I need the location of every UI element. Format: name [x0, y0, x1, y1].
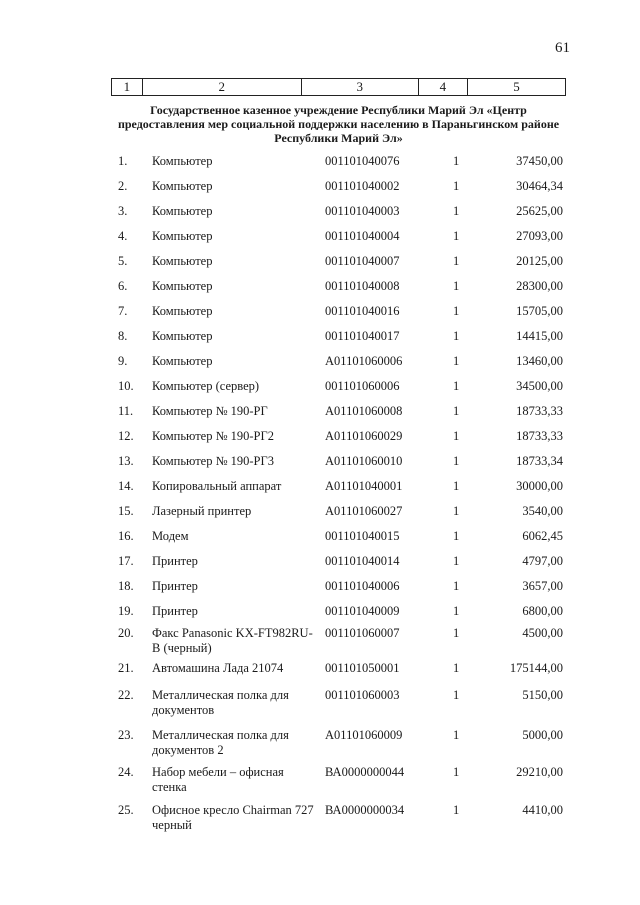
- row-name: Копировальный аппарат: [152, 479, 282, 493]
- row-code: 001101060003: [325, 688, 400, 702]
- row-qty: 1: [453, 304, 460, 318]
- row-num: 23.: [118, 728, 134, 742]
- row-qty: 1: [453, 688, 460, 702]
- row-sum: 13460,00: [516, 354, 563, 368]
- row-num: 21.: [118, 661, 134, 675]
- row-name: Компьютер: [152, 329, 213, 343]
- row-num: 24.: [118, 765, 134, 779]
- column-number-5: 5: [467, 79, 566, 95]
- row-num: 9.: [118, 354, 128, 368]
- row-name: Компьютер № 190-РГ3: [152, 454, 274, 468]
- row-qty: 1: [453, 604, 460, 618]
- row-code: А01101060027: [325, 504, 403, 518]
- row-sum: 25625,00: [516, 204, 563, 218]
- row-name: Лазерный принтер: [152, 504, 252, 518]
- row-sum: 30464,34: [516, 179, 563, 193]
- row-qty: 1: [453, 454, 460, 468]
- row-num: 19.: [118, 604, 134, 618]
- row-qty: 1: [453, 529, 460, 543]
- row-name: Набор мебели – офисная стенка: [152, 765, 284, 794]
- row-name: Факс Panasonic KX-FT982RU-B (черный): [152, 626, 313, 655]
- row-name: Компьютер: [152, 254, 213, 268]
- row-num: 16.: [118, 529, 134, 543]
- row-num: 13.: [118, 454, 134, 468]
- row-name: Компьютер: [152, 229, 213, 243]
- row-sum: 4500,00: [522, 626, 563, 640]
- row-sum: 3657,00: [522, 579, 563, 593]
- row-num: 10.: [118, 379, 134, 393]
- row-sum: 4797,00: [522, 554, 563, 568]
- row-qty: 1: [453, 329, 460, 343]
- row-num: 11.: [118, 404, 134, 418]
- row-code: ВА0000000044: [325, 765, 405, 779]
- row-code: 001101060006: [325, 379, 400, 393]
- row-qty: 1: [453, 661, 460, 675]
- row-code: 001101040015: [325, 529, 400, 543]
- row-sum: 34500,00: [516, 379, 563, 393]
- row-sum: 18733,33: [516, 429, 563, 443]
- row-num: 6.: [118, 279, 128, 293]
- row-code: 001101040008: [325, 279, 400, 293]
- row-num: 12.: [118, 429, 134, 443]
- row-num: 2.: [118, 179, 128, 193]
- row-num: 3.: [118, 204, 128, 218]
- row-name: Компьютер: [152, 354, 213, 368]
- row-code: 001101040016: [325, 304, 400, 318]
- row-qty: 1: [453, 554, 460, 568]
- row-name: Компьютер (сервер): [152, 379, 260, 393]
- row-qty: 1: [453, 379, 460, 393]
- row-num: 8.: [118, 329, 128, 343]
- row-code: А01101060008: [325, 404, 403, 418]
- row-sum: 18733,33: [516, 404, 563, 418]
- row-sum: 5000,00: [522, 728, 563, 742]
- column-number-3: 3: [301, 79, 418, 95]
- row-code: 001101040014: [325, 554, 400, 568]
- row-name: Компьютер № 190-РГ2: [152, 429, 274, 443]
- row-code: А01101060009: [325, 728, 403, 742]
- row-num: 20.: [118, 626, 134, 640]
- row-qty: 1: [453, 279, 460, 293]
- row-code: ВА0000000034: [325, 803, 405, 817]
- row-name: Компьютер: [152, 179, 213, 193]
- section-title: Государственное казенное учреждение Республики Марий Эл «Центр предоставления мер социальной поддержки населению в Параньгинском районе Республики Марий Эл»: [117, 103, 560, 145]
- row-name: Металлическая полка для документов 2: [152, 728, 289, 757]
- row-sum: 29210,00: [516, 765, 563, 779]
- row-code: 001101040004: [325, 229, 400, 243]
- row-qty: 1: [453, 404, 460, 418]
- row-code: 001101040076: [325, 154, 400, 168]
- row-qty: 1: [453, 204, 460, 218]
- row-qty: 1: [453, 154, 460, 168]
- row-name: Компьютер: [152, 279, 213, 293]
- row-name: Металлическая полка для документов: [152, 688, 289, 717]
- row-name: Компьютер: [152, 304, 213, 318]
- column-number-1: 1: [111, 79, 142, 95]
- row-qty: 1: [453, 728, 460, 742]
- row-name: Офисное кресло Chairman 727 черный: [152, 803, 314, 832]
- row-num: 22.: [118, 688, 134, 702]
- row-num: 18.: [118, 579, 134, 593]
- row-code: 001101060007: [325, 626, 400, 640]
- row-num: 17.: [118, 554, 134, 568]
- row-sum: 14415,00: [516, 329, 563, 343]
- row-num: 15.: [118, 504, 134, 518]
- row-qty: 1: [453, 354, 460, 368]
- column-number-4: 4: [418, 79, 467, 95]
- row-name: Модем: [152, 529, 189, 543]
- row-qty: 1: [453, 765, 460, 779]
- row-num: 25.: [118, 803, 134, 817]
- row-sum: 15705,00: [516, 304, 563, 318]
- row-sum: 37450,00: [516, 154, 563, 168]
- row-code: А01101060010: [325, 454, 403, 468]
- row-name: Автомашина Лада 21074: [152, 661, 284, 675]
- row-name: Компьютер № 190-РГ: [152, 404, 268, 418]
- row-num: 14.: [118, 479, 134, 493]
- row-qty: 1: [453, 254, 460, 268]
- row-qty: 1: [453, 626, 460, 640]
- page-number: 61: [555, 40, 570, 56]
- row-name: Принтер: [152, 579, 198, 593]
- row-sum: 6800,00: [522, 604, 563, 618]
- row-sum: 5150,00: [522, 688, 563, 702]
- row-code: 001101040017: [325, 329, 400, 343]
- column-number-2: 2: [142, 79, 301, 95]
- row-num: 1.: [118, 154, 128, 168]
- row-code: 001101040002: [325, 179, 400, 193]
- row-sum: 18733,34: [516, 454, 563, 468]
- row-num: 7.: [118, 304, 128, 318]
- column-number-row: [111, 78, 566, 96]
- row-name: Принтер: [152, 604, 198, 618]
- row-qty: 1: [453, 479, 460, 493]
- row-sum: 6062,45: [522, 529, 563, 543]
- row-sum: 28300,00: [516, 279, 563, 293]
- row-num: 4.: [118, 229, 128, 243]
- row-code: А01101040001: [325, 479, 403, 493]
- row-sum: 175144,00: [509, 661, 563, 675]
- row-qty: 1: [453, 579, 460, 593]
- row-sum: 27093,00: [516, 229, 563, 243]
- row-qty: 1: [453, 229, 460, 243]
- row-code: А01101060029: [325, 429, 403, 443]
- row-code: 001101040003: [325, 204, 400, 218]
- row-qty: 1: [453, 803, 460, 817]
- row-sum: 3540,00: [522, 504, 563, 518]
- row-qty: 1: [453, 429, 460, 443]
- row-name: Компьютер: [152, 154, 213, 168]
- row-code: 001101040006: [325, 579, 400, 593]
- row-sum: 30000,00: [516, 479, 563, 493]
- row-code: 001101050001: [325, 661, 400, 675]
- row-code: 001101040009: [325, 604, 400, 618]
- row-sum: 4410,00: [522, 803, 563, 817]
- row-code: А01101060006: [325, 354, 403, 368]
- row-sum: 20125,00: [516, 254, 563, 268]
- row-qty: 1: [453, 504, 460, 518]
- row-qty: 1: [453, 179, 460, 193]
- row-name: Компьютер: [152, 204, 213, 218]
- row-num: 5.: [118, 254, 128, 268]
- row-name: Принтер: [152, 554, 198, 568]
- row-code: 001101040007: [325, 254, 400, 268]
